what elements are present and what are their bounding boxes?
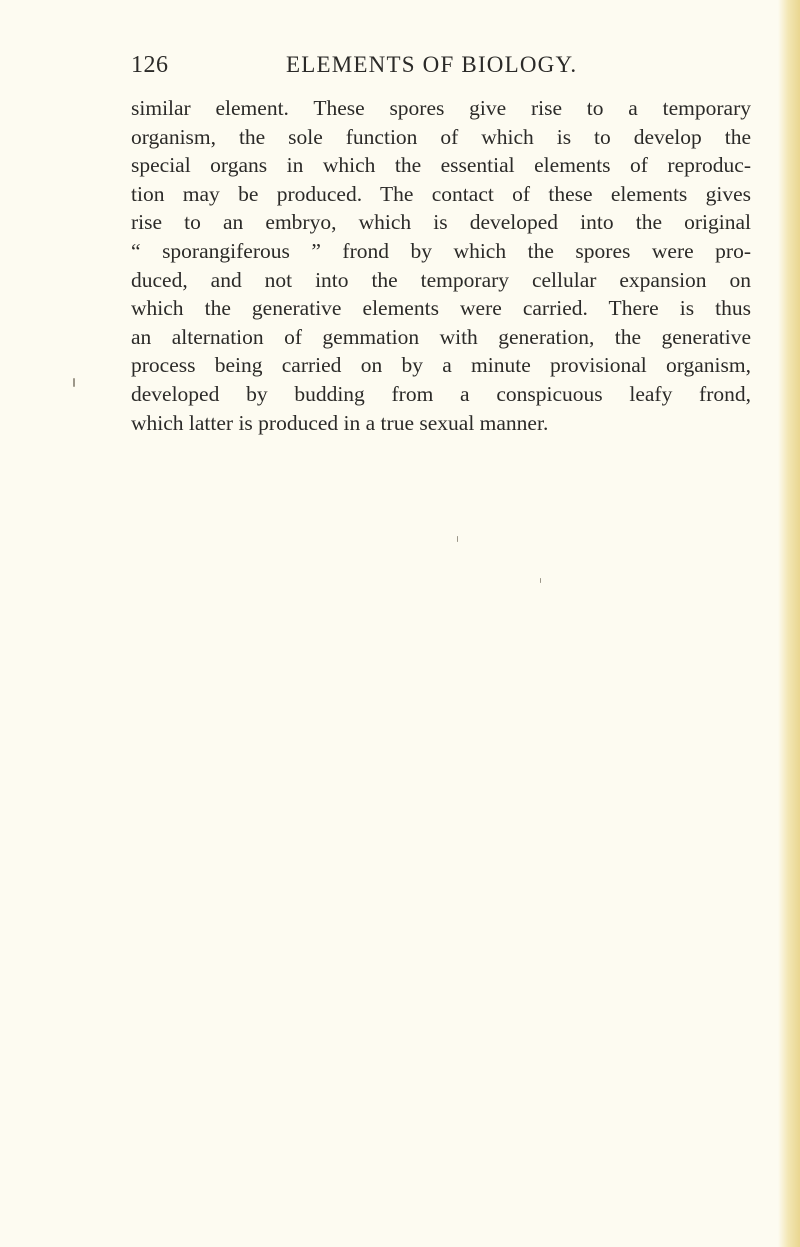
text-line: an alternation of gemmation with generation, the generative — [131, 324, 751, 349]
scan-speck — [540, 578, 541, 583]
text-line: duced, and not into the temporary cellular expansion on — [131, 267, 751, 292]
scan-speck — [73, 378, 75, 387]
text-line: rise to an embryo, which is developed into the original — [131, 210, 751, 235]
text-line: “ sporangiferous ” frond by which the spores were pro- — [131, 238, 751, 263]
scan-speck — [457, 536, 458, 542]
running-head — [131, 52, 751, 88]
text-line: similar element. These spores give rise to a temporary — [131, 96, 751, 120]
text-line: which the generative elements were carried. There is thus — [131, 296, 751, 321]
text-line: organism, the sole function of which is to develop the — [131, 124, 751, 149]
page-number: 126 — [131, 52, 169, 78]
body-paragraph — [131, 94, 751, 437]
text-line: developed by budding from a conspicuous leafy frond, — [131, 381, 751, 406]
running-title: ELEMENTS OF BIOLOGY. — [286, 52, 578, 77]
text-line: special organs in which the essential elements of reproduc- — [131, 153, 751, 178]
text-line: process being carried on by a minute provisional organism, — [131, 353, 751, 378]
page-edge — [778, 0, 800, 1247]
text-line: which latter is produced in a true sexual manner. — [131, 410, 549, 435]
text-line: tion may be produced. The contact of these elements gives — [131, 181, 751, 206]
